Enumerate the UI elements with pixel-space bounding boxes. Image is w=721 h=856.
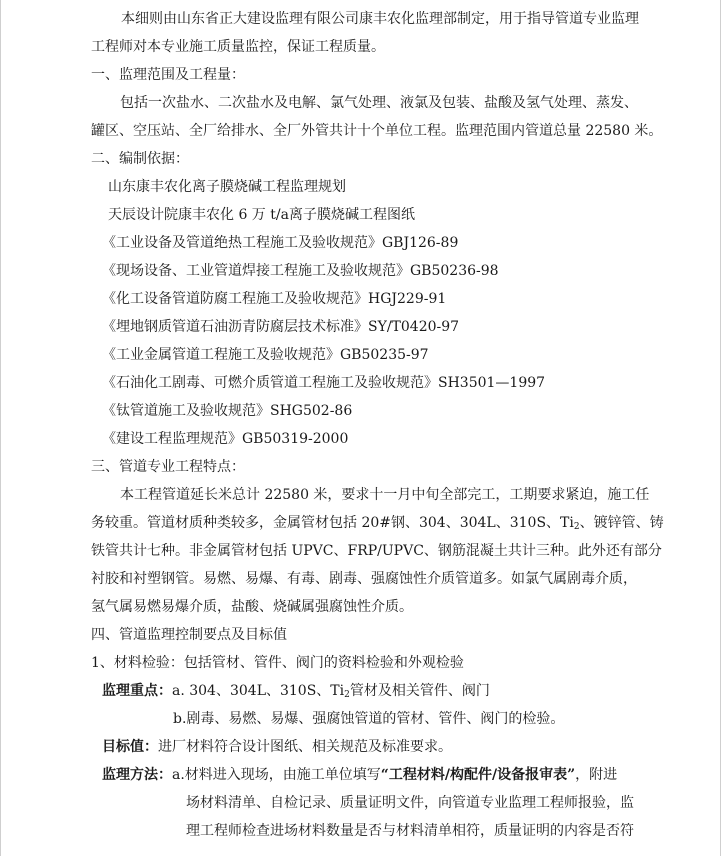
reference-item: 《石油化工剧毒、可燃介质管道工程施工及验收规范》SH3501—1997 [102,375,546,391]
reference-item: 《建设工程监理规范》GB50319-2000 [102,431,349,447]
intro-line-2: 工程师对本专业施工质量监控，保证工程质量。 [91,39,385,55]
section-3-line-2: 务较重。管道材质种类较多，金属管材包括 20#钢、304、304L、310S、$Ti_2$、镀锌管、铸 [91,515,664,532]
target-value-label: 目标值： [102,739,158,755]
section-2-heading: 二、编制依据： [91,151,189,167]
supervision-method-line-3: 理工程师检查进场材料数量是否与材料清单相符，质量证明的内容是否符 [186,823,634,839]
reference-item: 天辰设计院康丰农化 6 万 t/a离子膜烧碱工程图纸 [108,207,415,223]
supervision-focus-line: 监理重点：a. 304、304L、310S、$Ti_2$管材及相关管件、阀门 [102,683,490,700]
supervision-method-line-2: 场材料清单、自检记录、质量证明文件，向管道专业监理工程师报验，监 [186,795,634,811]
reference-item: 《埋地钢质管道石油沥青防腐层技术标准》SY/T0420-97 [102,319,460,335]
section-1-heading: 一、监理范围及工程量： [91,67,245,83]
reference-item: 《钛管道施工及验收规范》SHG502-86 [102,403,353,419]
supervision-focus-label: 监理重点： [102,683,172,699]
form-name: “工程材料/构配件/设备报审表” [380,767,576,783]
supervision-focus-b: b.剧毒、易燃、易爆、强腐蚀管道的管材、管件、阀门的检验。 [173,711,565,727]
intro-line-1: 本细则由山东省正大建设监理有限公司康丰农化监理部制定，用于指导管道专业监理 [121,11,639,27]
supervision-method-line: 监理方法：a.材料进入现场，由施工单位填写“工程材料/构配件/设备报审表”，附进 [102,767,618,783]
section-4-heading: 四、管道监理控制要点及目标值 [91,627,287,643]
reference-item: 山东康丰农化离子膜烧碱工程监理规划 [108,179,346,195]
section-1-line-2: 罐区、空压站、全厂给排水、全厂外管共计十个单位工程。监理范围内管道总量 22580 米。 [91,123,663,139]
section-3-line-5: 氢气属易燃易爆介质，盐酸、烧碱属强腐蚀性介质。 [91,599,413,615]
section-3-line-4: 衬胶和衬塑钢管。易燃、易爆、有毒、剧毒、强腐蚀性介质管道多。如氯气属剧毒介质， [91,571,637,587]
section-3-heading: 三、管道专业工程特点： [91,459,245,475]
reference-item: 《现场设备、工业管道焊接工程施工及验收规范》GB50236-98 [102,263,499,279]
supervision-method-label: 监理方法： [102,767,172,783]
material-inspection-title: 1、材料检验：包括管材、管件、阀门的资料检验和外观检验 [91,655,464,671]
section-3-line-1: 本工程管道延长米总计 22580 米，要求十一月中旬全部完工，工期要求紧迫，施工任 [120,487,650,503]
section-3-line-3: 铁管共计七种。非金属管材包括 UPVC、FRP/UPVC、钢筋混凝土共计三种。此外还有部分 [91,543,662,559]
reference-item: 《化工设备管道防腐工程施工及验收规范》HGJ229-91 [102,291,447,307]
reference-item: 《工业金属管道工程施工及验收规范》GB50235-97 [102,347,429,363]
section-1-line-1: 包括一次盐水、二次盐水及电解、氯气处理、液氯及包装、盐酸及氢气处理、蒸发、 [120,95,638,111]
reference-item: 《工业设备及管道绝热工程施工及验收规范》GBJ126-89 [102,235,459,251]
target-value-line: 目标值：进厂材料符合设计图纸、相关规范及标准要求。 [102,739,452,755]
